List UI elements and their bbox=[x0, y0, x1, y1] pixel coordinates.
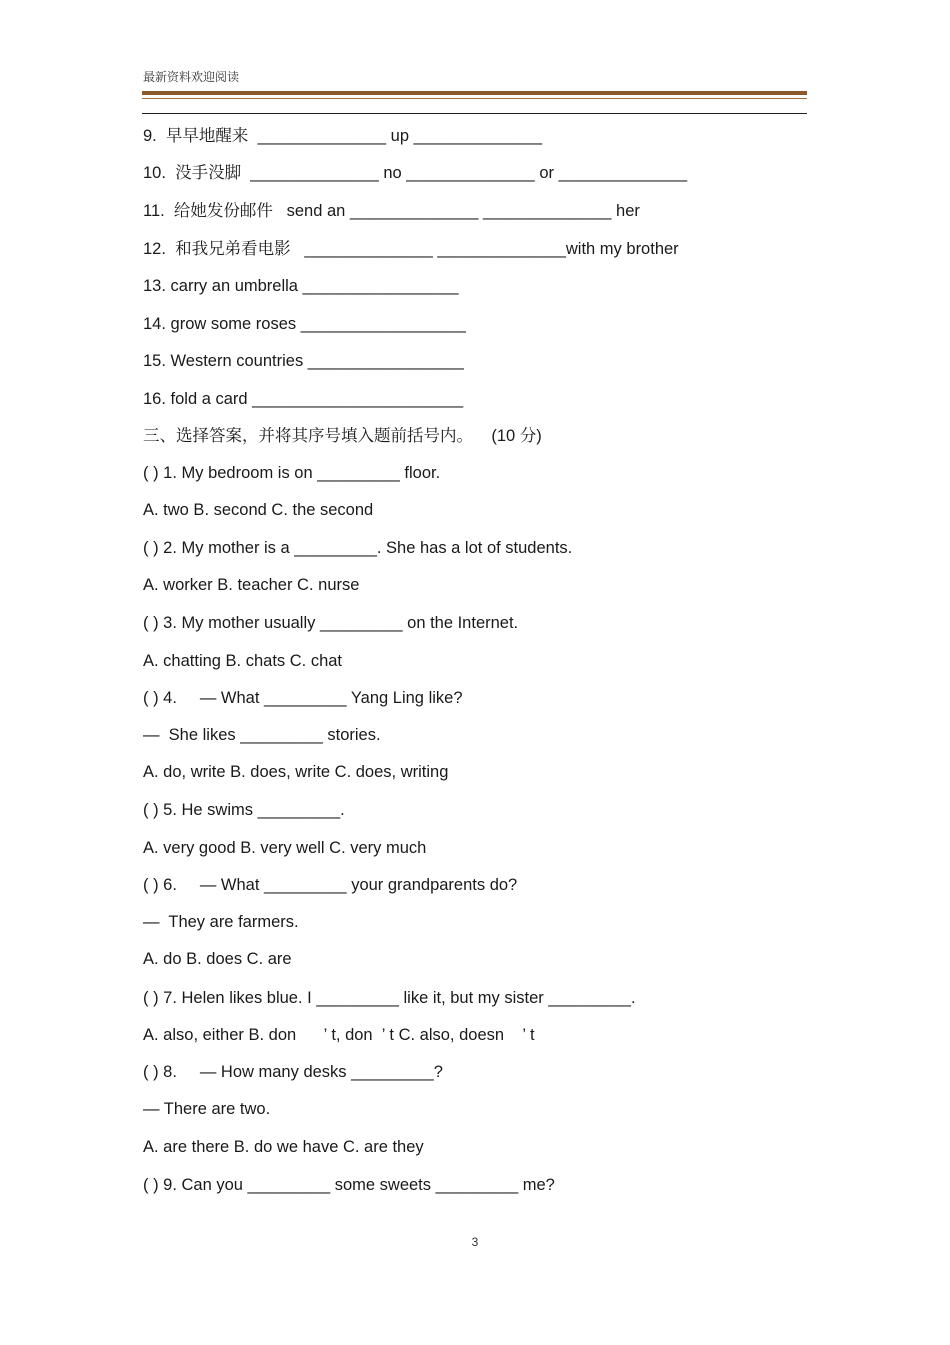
item-10: 10. 没手没脚 ______________ no ______________ or ______________ bbox=[143, 164, 688, 182]
question-8-answer: — There are two. bbox=[143, 1100, 271, 1118]
question-1-options: A. two B. second C. the second bbox=[143, 501, 374, 519]
item-9: 9. 早早地醒来 ______________ up ______________ bbox=[143, 127, 543, 145]
question-7-options: A. also, either B. don ’ t, don ’ t C. also, doesn ’ t bbox=[143, 1026, 535, 1044]
question-2-options: A. worker B. teacher C. nurse bbox=[143, 576, 360, 594]
question-4-answer: — She likes _________ stories. bbox=[143, 726, 381, 744]
question-6: ( ) 6. — What _________ your grandparents do? bbox=[143, 876, 518, 894]
item-14: 14. grow some roses __________________ bbox=[143, 315, 466, 333]
header-rule-thick bbox=[142, 91, 807, 95]
page-number: 3 bbox=[471, 1235, 479, 1249]
question-6-answer: — They are farmers. bbox=[143, 913, 299, 931]
question-8-options: A. are there B. do we have C. are they bbox=[143, 1138, 424, 1156]
header-rule-thin bbox=[142, 98, 807, 99]
item-12: 12. 和我兄弟看电影 ______________ ______________with my brother bbox=[143, 240, 679, 258]
question-3: ( ) 3. My mother usually _________ on the Internet. bbox=[143, 614, 519, 632]
running-header: 最新资料欢迎阅读 bbox=[143, 70, 240, 84]
item-11: 11. 给她发份邮件 send an ______________ ______________ her bbox=[143, 202, 640, 220]
question-6-options: A. do B. does C. are bbox=[143, 950, 292, 968]
header-rule-black bbox=[142, 113, 807, 114]
question-4: ( ) 4. — What _________ Yang Ling like? bbox=[143, 689, 463, 707]
question-1: ( ) 1. My bedroom is on _________ floor. bbox=[143, 464, 441, 482]
question-5: ( ) 5. He swims _________. bbox=[143, 801, 345, 819]
item-16: 16. fold a card _______________________ bbox=[143, 390, 464, 408]
item-15: 15. Western countries _________________ bbox=[143, 352, 464, 370]
question-5-options: A. very good B. very well C. very much bbox=[143, 839, 427, 857]
question-3-options: A. chatting B. chats C. chat bbox=[143, 652, 343, 670]
item-13: 13. carry an umbrella _________________ bbox=[143, 277, 459, 295]
section-heading: 三、选择答案，并将其序号填入题前括号内。 (10 分) bbox=[143, 427, 542, 445]
question-2: ( ) 2. My mother is a _________. She has a lot of students. bbox=[143, 539, 573, 557]
question-4-options: A. do, write B. does, write C. does, writing bbox=[143, 763, 449, 781]
question-9: ( ) 9. Can you _________ some sweets _________ me? bbox=[143, 1176, 555, 1194]
question-8: ( ) 8. — How many desks _________? bbox=[143, 1063, 443, 1081]
question-7: ( ) 7. Helen likes blue. I _________ like it, but my sister _________. bbox=[143, 989, 636, 1007]
